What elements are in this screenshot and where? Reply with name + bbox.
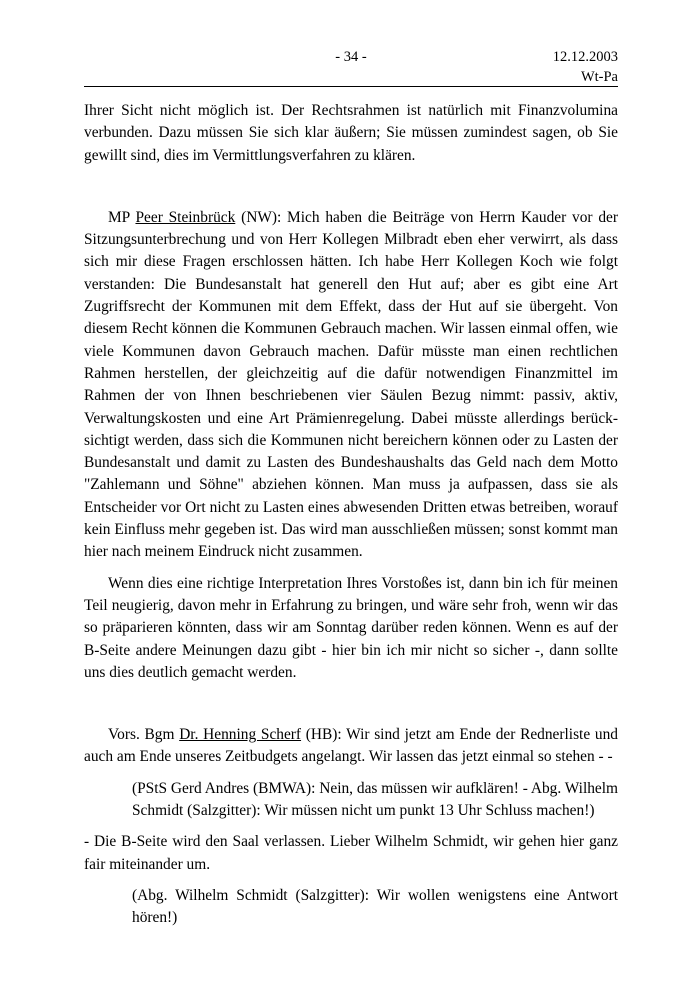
header-date: 12.12.2003 — [552, 49, 618, 65]
speaker-title: MP — [108, 208, 136, 226]
paragraph-steinbrueck — [84, 207, 618, 564]
page-header — [84, 49, 618, 89]
speaker-title: Vors. Bgm — [108, 726, 180, 744]
speaker-name: Peer Steinbrück — [135, 208, 236, 226]
paragraph-interpretation: Wenn dies eine richtige Interpretation Ihres Vorstoßes ist, dann bin ich für meinen Teil neugierig, davon mehr in Erfahrung zu bringen, und wäre sehr froh, wenn wir das so präparieren könnten, dass wir am Sonntag darüber reden können. Wenn es auf der B-Seite andere Meinungen dazu gibt - hier bin ich mir nicht so sicher -, dann sollte uns dies deutlich gemacht werden. — [84, 574, 618, 681]
header-code: Wt-Pa — [580, 69, 618, 85]
document-body — [84, 100, 618, 930]
speaker-name: Dr. Henning Scherf — [179, 726, 302, 744]
header-rule — [84, 86, 618, 87]
paragraph-scherf — [84, 724, 618, 769]
paragraph-continuation: Ihrer Sicht nicht möglich ist. Der Rechtsrahmen ist natürlich mit Finanzvolumina verbunden. Dazu müssen Sie sich klar äußern; Sie müssen zumindest sagen, ob Sie gewillt sind, dies im Vermittlungsverfahren zu klären. — [84, 102, 618, 164]
speech-text: (HB): Wir sind jetzt am Ende der Rednerliste und auch am Ende unseres Zeitbudgets angelangt. Wir lassen das jetzt einmal so stehen - - — [84, 726, 618, 766]
paragraph-b-seite: - Die B-Seite wird den Saal verlassen. Lieber Wilhelm Schmidt, wir gehen hier ganz fair miteinander um. — [84, 833, 618, 873]
interjection-quote: (Abg. Wilhelm Schmidt (Salzgitter): Wir wollen wenigstens eine Antwort hören!) — [132, 886, 618, 927]
interjection-quote: (PStS Gerd Andres (BMWA): Nein, das müssen wir aufklären! - Abg. Wilhelm Schmidt (Salzgitter): Wir müssen nicht um punkt 13 Uhr Schluss machen!) — [132, 779, 618, 820]
page-number: - 34 - — [335, 49, 367, 65]
speech-text: (NW): Mich haben die Beiträge von Herrn Kauder vor der Sitzungsunterbrechung und von Herr Kollegen Milbradt eben eher verwirrt, als dass sich mir diese Fragen erschlossen hätten. Ich habe Herr Kollegen Koch wie folgt verstanden: Die Bundesanstalt hat generell den Hut auf; aber es gibt eine Art Zugriffsrecht der Kommunen mit dem Effekt, dass der Hut auf sie übergeht. Von diesem Recht können die Kommunen Gebrauch machen. Wir lassen einmal offen, wie viele Kommunen davon Gebrauch machen. Dafür müsste man einen rechtlichen Rahmen herstellen, der gleichzeitig auf die dafür notwendigen Finanzmittel im Rahmen der von Ihnen beschriebenen vier Säulen Bezug nimmt: passiv, aktiv, Verwaltungskosten und eine Art Prämienregelung. Dabei müsste allerdings berücksichtigt werden, dass sich die Kommunen nicht bereichern können oder zu Lasten der Bundesanstalt und damit zu Lasten des Bundeshaushalts das Geld nach dem Motto "Zahlemann und Söhne" abziehen können. Man muss ja aufpassen, dass sie als Entscheider vor Ort nicht zu Lasten eines abwesenden Dritten etwas betreiben, worauf kein Einfluss mehr gegeben ist. Das wird man ausschließen müssen; sonst kommt man hier nach meinem Eindruck nicht zusammen. — [84, 208, 618, 561]
